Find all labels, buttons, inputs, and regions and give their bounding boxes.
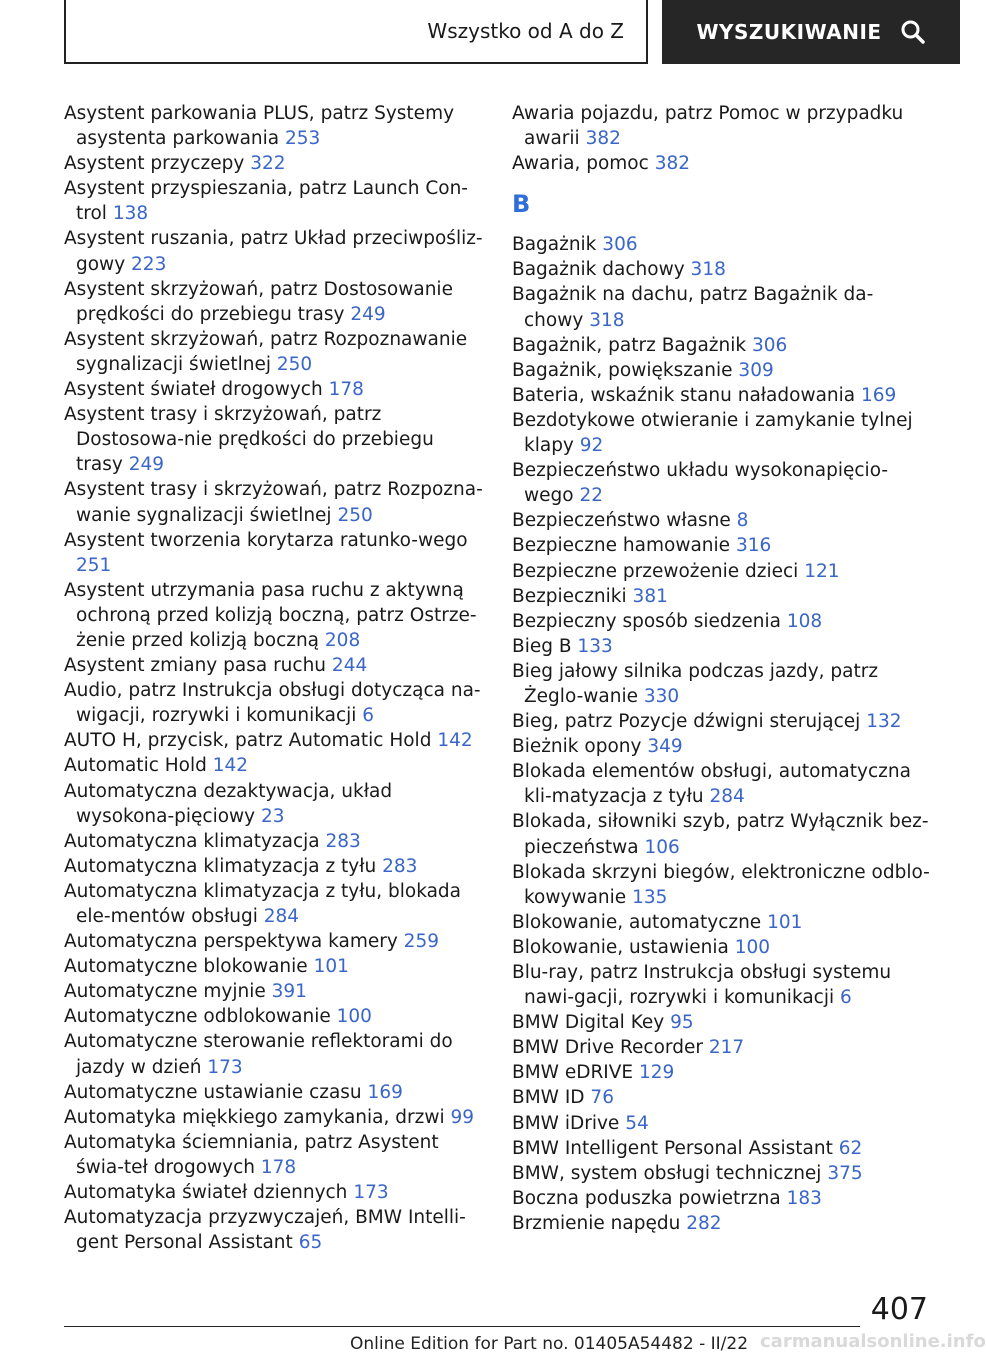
index-entry-text: Bagażnik <box>512 234 597 256</box>
index-entry <box>64 151 484 176</box>
index-entry <box>512 508 932 533</box>
index-entry <box>512 960 932 1010</box>
index-entry-text: Asystent przyczepy <box>64 153 245 175</box>
index-entry <box>512 101 932 151</box>
index-entry <box>64 1105 484 1130</box>
index-entry-text: Bezpieczne hamowanie <box>512 535 731 557</box>
index-entry-text: Bezpieczeństwo własne <box>512 510 731 532</box>
index-entry-text: Automatyka świateł dziennych <box>64 1182 348 1204</box>
search-icon <box>900 19 926 45</box>
page-link[interactable]: 253 <box>285 128 321 150</box>
page-link[interactable]: 121 <box>804 560 840 582</box>
page-link[interactable]: 309 <box>738 359 774 381</box>
page-link[interactable]: 6 <box>840 987 852 1009</box>
index-entry-text: Asystent parkowania PLUS, patrz Systemy asystenta parkowania <box>64 103 455 150</box>
index-entry <box>64 1180 484 1205</box>
page-link[interactable]: 135 <box>632 886 668 908</box>
page-link[interactable]: 142 <box>212 755 249 777</box>
page-link[interactable]: 169 <box>367 1081 403 1103</box>
index-entry-text: Automatyczne sterowanie reflektorami do jazdy w dzień <box>64 1031 453 1078</box>
index-entry <box>64 277 484 327</box>
index-group-a <box>512 101 932 176</box>
page-number: 407 <box>870 1292 928 1327</box>
index-entry-text: Asystent skrzyżowań, patrz Dostosowanie prędkości do przebiegu trasy <box>64 278 453 325</box>
index-entry <box>512 1111 932 1136</box>
page-link[interactable]: 322 <box>250 153 286 175</box>
index-entry-text: Bagażnik, patrz Bagażnik <box>512 334 747 356</box>
index-entry-text: Automatyczne ustawianie czasu <box>64 1081 362 1103</box>
page-link[interactable]: 6 <box>362 705 375 727</box>
index-entry <box>64 1080 484 1105</box>
index-entry-text: Blu-ray, patrz Instrukcja obsługi systemu nawi-gacji, rozrywki i komunikacji <box>512 962 892 1009</box>
index-entry <box>512 257 932 282</box>
page-link[interactable]: 249 <box>350 303 386 325</box>
index-entry <box>64 854 484 879</box>
index-entry <box>512 1136 932 1161</box>
index-entry-text: Bagażnik, powiększanie <box>512 359 733 381</box>
page-link[interactable]: 100 <box>336 1006 372 1028</box>
tab-search[interactable] <box>662 0 960 64</box>
index-entry <box>64 954 484 979</box>
index-entry <box>512 358 932 383</box>
page-link[interactable]: 250 <box>337 504 373 526</box>
page-link[interactable]: 138 <box>112 203 149 225</box>
index-entry <box>512 151 932 176</box>
page-link[interactable]: 106 <box>644 836 680 858</box>
index-entry-text: Bagażnik na dachu, patrz Bagażnik da-chowy <box>512 284 874 331</box>
page-link[interactable]: 95 <box>670 1012 694 1034</box>
index-entry-text: Blokada elementów obsługi, automatyczna kli-matyzacja z tyłu <box>512 761 911 808</box>
index-entry <box>64 377 484 402</box>
page-link[interactable]: 284 <box>263 906 300 927</box>
index-entry <box>512 609 932 634</box>
index-entry-text: Bezpieczniki <box>512 585 627 607</box>
page-link[interactable]: 133 <box>577 635 613 657</box>
index-entry-text: Blokowanie, automatyczne <box>512 911 762 933</box>
index-entry <box>64 327 484 377</box>
footer-edition: Online Edition for Part no. 01405A54482 - II/22 <box>350 1334 749 1354</box>
index-entry <box>512 1085 932 1110</box>
index-entry <box>64 402 484 477</box>
page-link[interactable]: 100 <box>734 936 771 958</box>
tab-a-to-z-label: Wszystko od A do Z <box>427 19 624 43</box>
page-link[interactable]: 330 <box>643 685 680 707</box>
index-entry <box>64 226 484 276</box>
index-entry-text: BMW Drive Recorder <box>512 1037 703 1059</box>
index-entry <box>512 282 932 332</box>
page-link[interactable]: 76 <box>590 1087 614 1109</box>
page-link[interactable]: 132 <box>866 711 902 733</box>
index-entry-text: Asystent tworzenia korytarza ratunko-wego <box>64 529 468 551</box>
page-link[interactable]: 65 <box>298 1232 323 1254</box>
index-entry <box>512 458 932 508</box>
page-link[interactable]: 318 <box>690 259 726 281</box>
index-entry <box>64 477 484 527</box>
page-link[interactable]: 142 <box>437 730 473 752</box>
index-entry <box>512 809 932 859</box>
index-entry-text: Asystent skrzyżowań, patrz Rozpoznawanie sygnalizacji świetlnej <box>64 328 468 375</box>
index-entry <box>512 1035 932 1060</box>
index-entry <box>512 659 932 709</box>
page-link[interactable]: 283 <box>382 855 418 877</box>
index-entry-text: Automatyczne blokowanie <box>64 956 308 978</box>
index-entry <box>64 678 484 728</box>
index-entry-text: BMW ID <box>512 1087 585 1109</box>
index-entry-text: Automatyczne myjnie <box>64 981 266 1003</box>
index-entry <box>512 383 932 408</box>
index-entry <box>64 653 484 678</box>
page-link[interactable]: 381 <box>632 585 668 607</box>
page-link[interactable]: 259 <box>403 931 439 953</box>
index-entry-text: Bezdotykowe otwieranie i zamykanie tylnej klapy <box>512 409 913 457</box>
index-entry-text: Asystent utrzymania pasa ruchu z aktywną ochroną przed kolizją boczną, patrz Ostrze-żenie przed kolizją boczną <box>64 579 477 651</box>
index-entry-text: Bateria, wskaźnik stanu naładowania <box>512 384 856 406</box>
index-entry-text: Bieg, patrz Pozycje dźwigni sterującej <box>512 711 861 733</box>
index-entry-text: Bezpieczny sposób siedzenia <box>512 610 781 632</box>
page-link[interactable]: 99 <box>450 1106 475 1128</box>
index-entry <box>512 1060 932 1085</box>
index-entry <box>64 578 484 653</box>
page-link[interactable]: 391 <box>271 981 307 1003</box>
index-entry-text: BMW Intelligent Personal Assistant <box>512 1137 833 1159</box>
index-entry-text: Asystent świateł drogowych <box>64 379 323 401</box>
index-entry <box>512 734 932 759</box>
index-entry-text: Asystent trasy i skrzyżowań, patrz Dostosowa-nie prędkości do przebiegu trasy <box>64 404 434 476</box>
page-link[interactable]: 223 <box>131 253 167 275</box>
watermark: carmanualsonline.info <box>760 1331 986 1352</box>
page-link[interactable]: 283 <box>325 830 361 852</box>
index-entry <box>64 779 484 829</box>
page-link[interactable]: 173 <box>207 1056 243 1078</box>
index-entry <box>512 759 932 809</box>
index-entry-text: BMW iDrive <box>512 1112 620 1134</box>
page-link[interactable]: 129 <box>639 1062 675 1084</box>
page-link[interactable]: 101 <box>313 956 349 978</box>
page-link[interactable]: 306 <box>751 334 788 356</box>
index-entry-text: BMW eDRIVE <box>512 1062 634 1084</box>
index-entry-text: Brzmienie napędu <box>512 1212 681 1234</box>
index-entry-text: Automatyzacja przyzwyczajeń, BMW Intelli-gent Personal Assistant <box>64 1207 466 1254</box>
index-entry <box>512 232 932 257</box>
index-entry <box>64 1205 484 1255</box>
index-entry-text: Bagażnik dachowy <box>512 259 685 281</box>
index-entry-text: Bezpieczne przewożenie dzieci <box>512 560 799 582</box>
page-link[interactable]: 244 <box>331 655 368 677</box>
index-entry <box>64 101 484 151</box>
index-group-b <box>512 232 932 1236</box>
page-link[interactable]: 54 <box>625 1112 649 1134</box>
index-entry <box>512 533 932 558</box>
index-entry <box>512 408 932 458</box>
page-link[interactable]: 382 <box>654 153 690 175</box>
index-entry <box>64 1130 484 1180</box>
page-link[interactable]: 284 <box>709 786 745 808</box>
index-entry-text: Automatyczna klimatyzacja z tyłu <box>64 855 377 877</box>
index-entry <box>64 979 484 1004</box>
index-entry-text: Automatyka miękkiego zamykania, drzwi <box>64 1106 445 1128</box>
index-entry-text: Asystent trasy i skrzyżowań, patrz Rozpozna-wanie sygnalizacji świetlnej <box>64 479 483 526</box>
index-entry-text: Automatyka ściemniania, patrz Asystent świa-teł drogowych <box>64 1131 439 1178</box>
index-entry-text: Blokada, siłowniki szyb, patrz Wyłącznik bez-pieczeństwa <box>512 811 929 858</box>
index-entry-text: Blokada skrzyni biegów, elektroniczne odblo-kowywanie <box>512 861 930 908</box>
index-entry-text: BMW, system obsługi technicznej <box>512 1162 822 1184</box>
index-entry <box>512 935 932 960</box>
page-link[interactable]: 375 <box>827 1162 863 1184</box>
index-entry-text: Awaria pojazdu, patrz Pomoc w przypadku awarii <box>512 103 904 150</box>
page-link[interactable]: 349 <box>647 736 683 758</box>
index-entry-text: Asystent zmiany pasa ruchu <box>64 655 327 677</box>
index-entry-text: Automatyczna klimatyzacja z tyłu, blokada ele-mentów obsługi <box>64 880 462 927</box>
section-letter: B <box>512 190 531 219</box>
page-link[interactable]: 282 <box>686 1212 722 1234</box>
page-link[interactable]: 208 <box>324 629 361 651</box>
index-entry-text: Automatic Hold <box>64 755 207 777</box>
index-entry <box>512 1186 932 1211</box>
page-link[interactable]: 306 <box>602 234 638 256</box>
index-entry-text: Bezpieczeństwo układu wysokonapięcio-wego <box>512 460 889 507</box>
index-entry <box>64 176 484 226</box>
page-link[interactable]: 62 <box>838 1137 863 1159</box>
index-entry-text: Boczna poduszka powietrzna <box>512 1187 781 1209</box>
index-entry <box>64 879 484 929</box>
index-entry <box>512 1211 932 1236</box>
page-link[interactable]: 23 <box>261 805 285 827</box>
tab-search-label: WYSZUKIWANIE <box>696 20 882 44</box>
index-entry <box>64 728 484 753</box>
index-entry-text: Bieg B <box>512 635 572 657</box>
tab-a-to-z[interactable] <box>64 0 648 64</box>
index-entry <box>512 709 932 734</box>
page-link[interactable]: 318 <box>589 309 625 331</box>
index-entry <box>512 333 932 358</box>
page-link[interactable]: 8 <box>736 510 749 532</box>
page-link[interactable]: 183 <box>786 1187 822 1209</box>
page-link[interactable]: 169 <box>861 384 897 406</box>
index-entry <box>512 634 932 659</box>
index-entry-text: Audio, patrz Instrukcja obsługi dotycząca na-wigacji, rozrywki i komunikacji <box>64 680 481 727</box>
index-entry-text: Bieżnik opony <box>512 736 642 758</box>
index-entry <box>512 1161 932 1186</box>
page-link[interactable]: 178 <box>260 1156 297 1178</box>
page-link[interactable]: 316 <box>735 535 772 557</box>
index-column-right <box>512 101 932 1236</box>
footer-divider <box>64 1326 860 1327</box>
index-entry <box>512 559 932 584</box>
page-link[interactable]: 22 <box>579 485 604 507</box>
index-entry <box>64 829 484 854</box>
index-entry <box>512 1010 932 1035</box>
page-link[interactable]: 178 <box>328 379 364 401</box>
index-entry <box>64 1004 484 1029</box>
page-link[interactable]: 101 <box>767 911 803 933</box>
index-entry-text: Awaria, pomoc <box>512 153 649 175</box>
index-entry-text: Bieg jałowy silnika podczas jazdy, patrz Żeglo-wanie <box>512 660 879 707</box>
index-entry-text: Asystent ruszania, patrz Układ przeciwpośliz-gowy <box>64 228 483 275</box>
index-entry <box>512 910 932 935</box>
page-link[interactable]: 217 <box>708 1037 745 1059</box>
page-link[interactable]: 108 <box>786 610 823 632</box>
index-entry <box>64 528 484 578</box>
index-entry <box>64 1029 484 1079</box>
page-link[interactable]: 173 <box>353 1182 389 1204</box>
index-entry-text: Automatyczna klimatyzacja <box>64 830 320 852</box>
index-entry <box>64 753 484 778</box>
index-entry-text: BMW Digital Key <box>512 1012 665 1034</box>
page-link[interactable]: 251 <box>76 554 112 576</box>
index-entry-text: Blokowanie, ustawienia <box>512 936 729 958</box>
index-entry-text: Asystent przyspieszania, patrz Launch Con-trol <box>64 178 468 225</box>
page-link[interactable]: 249 <box>128 454 164 476</box>
index-column-left <box>64 101 484 1255</box>
index-entry <box>64 929 484 954</box>
index-entry <box>512 860 932 910</box>
page-link[interactable]: 382 <box>585 128 621 150</box>
index-entry-text: Automatyczna dezaktywacja, układ wysokona-pięciowy <box>64 780 393 827</box>
index-entry <box>512 584 932 609</box>
index-entry-text: Automatyczne odblokowanie <box>64 1006 331 1028</box>
index-entry-text: AUTO H, przycisk, patrz Automatic Hold <box>64 730 432 752</box>
index-entry-text: Automatyczna perspektywa kamery <box>64 931 398 953</box>
page-link[interactable]: 92 <box>579 435 604 457</box>
page-link[interactable]: 250 <box>276 353 313 375</box>
